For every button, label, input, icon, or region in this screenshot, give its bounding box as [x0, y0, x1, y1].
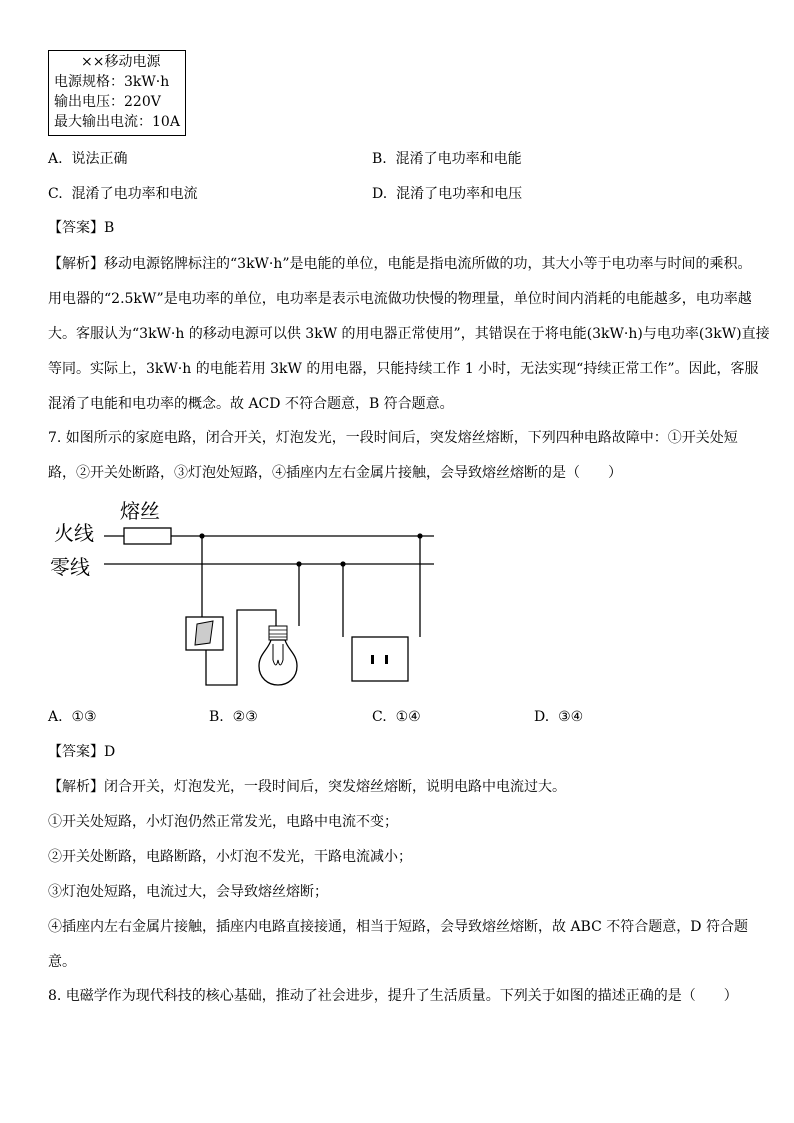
q7-option-c	[372, 707, 421, 727]
option-text: ③④	[558, 709, 584, 725]
nameplate-title: ××移动电源	[81, 54, 161, 70]
nameplate-spec: 电源规格：3kW·h	[54, 74, 170, 90]
q7-analysis-line: ①开关处短路，小灯泡仍然正常发光，电路中电流不变；	[48, 814, 398, 830]
fuse	[124, 528, 171, 544]
option-letter: C.	[372, 709, 387, 725]
q7-stem-line: 路，②开关处断路，③灯泡处短路，④插座内左右金属片接触，会导致熔丝熔断的是（ ）	[48, 465, 622, 481]
nameplate-current: 最大输出电流：10A	[54, 114, 180, 130]
q7-analysis-line: 意。	[48, 954, 76, 970]
q7-analysis-line: ③灯泡处短路，电流过大，会导致熔丝熔断；	[48, 884, 328, 900]
option-letter: C.	[48, 186, 63, 202]
nameplate-voltage: 输出电压：220V	[54, 94, 161, 110]
q6-option-c	[48, 184, 198, 204]
switch-rocker	[195, 621, 213, 645]
q6-option-d	[372, 184, 522, 204]
q7-option-a	[48, 707, 97, 727]
q6-analysis-line: 用电器的“2.5kW”是电功率的单位，电功率是表示电流做功快慢的物理量，单位时间内消耗的电能越多，电功率越	[48, 291, 752, 307]
light-bulb-icon	[259, 640, 297, 685]
q7-stem-line: 7. 如图所示的家庭电路，闭合开关，灯泡发光，一段时间后，突发熔丝熔断，下列四种电路故障中：①开关处短	[48, 430, 738, 446]
option-text: ①④	[395, 709, 421, 725]
neutral-wire-label: 零线	[50, 555, 90, 579]
option-letter: A.	[48, 151, 63, 167]
option-text: 混淆了电功率和电流	[71, 186, 198, 202]
option-letter: B.	[209, 709, 224, 725]
option-letter: D.	[372, 186, 388, 202]
live-wire-label: 火线	[54, 521, 94, 545]
option-text: 混淆了电功率和电能	[395, 151, 522, 167]
q7-analysis-line: 【解析】闭合开关，灯泡发光，一段时间后，突发熔丝熔断，说明电路中电流过大。	[48, 779, 566, 795]
socket-slot	[385, 655, 388, 664]
option-text: ①③	[71, 709, 97, 725]
household-circuit-diagram	[40, 494, 450, 694]
option-text: 说法正确	[71, 151, 128, 167]
q6-option-a	[48, 149, 127, 169]
q6-answer: 【答案】B	[48, 220, 115, 236]
option-letter: A.	[48, 709, 63, 725]
q7-option-b	[209, 707, 258, 727]
option-text: ②③	[232, 709, 258, 725]
power-bank-nameplate	[48, 50, 186, 136]
q8-stem: 8. 电磁学作为现代科技的核心基础，推动了社会进步，提升了生活质量。下列关于如图的描述正确的是（ ）	[48, 988, 738, 1004]
q6-analysis-line: 等同。实际上，3kW·h 的电能若用 3kW 的用电器，只能持续工作 1 小时，无法实现“持续正常工作”。因此，客服	[48, 361, 759, 377]
fuse-label: 熔丝	[120, 499, 160, 523]
wall-socket	[352, 637, 408, 681]
option-text: 混淆了电功率和电压	[396, 186, 523, 202]
q7-analysis-line: ④插座内左右金属片接触，插座内电路直接接通，相当于短路，会导致熔丝熔断，故 ABC 不符合题意，D 符合题	[48, 919, 748, 935]
socket-slot	[371, 655, 374, 664]
option-letter: D.	[534, 709, 550, 725]
q7-option-d	[534, 707, 583, 727]
q6-analysis-line: 大。客服认为“3kW·h 的移动电源可以供 3kW 的用电器正常使用”，其错误在于将电能(3kW·h)与电功率(3kW)直接	[48, 326, 770, 342]
q6-analysis-line: 【解析】移动电源铭牌标注的“3kW·h”是电能的单位，电能是指电流所做的功，其大小等于电功率与时间的乘积。	[48, 256, 752, 272]
option-letter: B.	[372, 151, 387, 167]
lamp-socket	[269, 626, 287, 640]
q7-answer: 【答案】D	[48, 744, 116, 760]
q6-option-b	[372, 149, 522, 169]
q6-analysis-line: 混淆了电能和电功率的概念。故 ACD 不符合题意，B 符合题意。	[48, 396, 454, 412]
q7-analysis-line: ②开关处断路，电路断路，小灯泡不发光，干路电流减小；	[48, 849, 412, 865]
